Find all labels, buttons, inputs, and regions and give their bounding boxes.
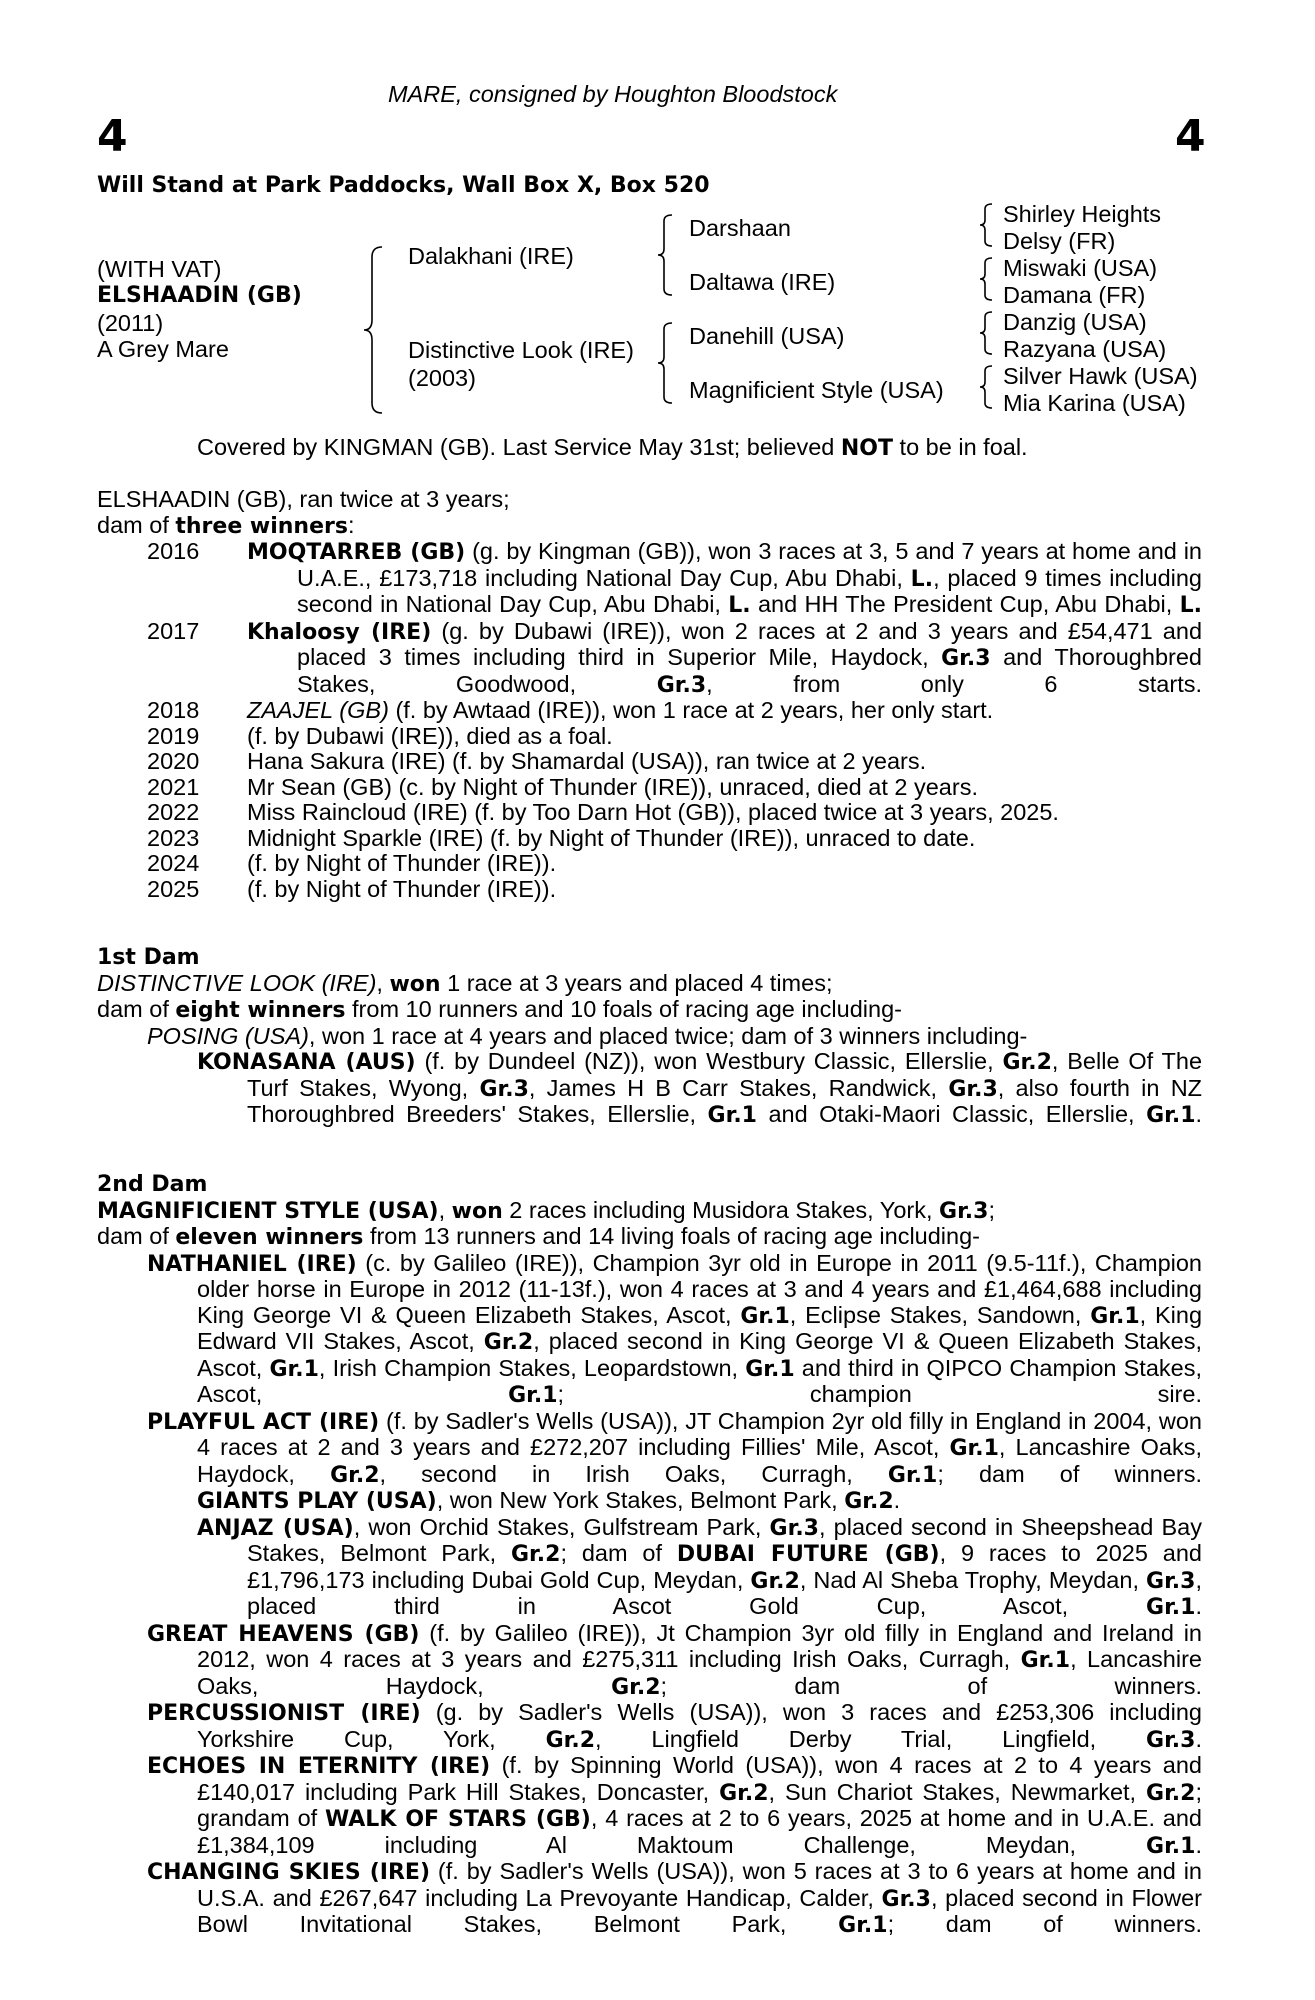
first-dam-winners: dam of eight winners from 10 runners and 10 foals of racing age including-	[97, 996, 902, 1023]
pedigree-dam-dam: Magnificient Style (USA)	[689, 377, 944, 403]
runner-playful-act: PLAYFUL ACT (IRE) (f. by Sadler's Wells (USA)), JT Champion 2yr old filly in England in 2004, won 4 races at 2 and 3 years and £272,207 including Fillies' Mile, Ascot, Gr.1, Lancashire Oaks, Haydock, Gr.2, second in Irish Oaks, Curragh, Gr.1; dam of winners.	[147, 1407, 1202, 1488]
progeny-row: 2016 MOQTARREB (GB) (g. by Kingman (GB)), won 3 races at 3, 5 and 7 years at home and in U.A.E., £173,718 including National Day Cup, Abu Dhabi, L., placed 9 times including second in National Day Cup, Abu Dhabi, L. and HH The President Cup, Abu Dhabi, L.	[147, 538, 1202, 618]
pedigree-brace-sire	[656, 213, 678, 297]
progeny-row: 2025 (f. by Night of Thunder (IRE)).	[147, 875, 557, 902]
progeny-row: 2018 ZAAJEL (GB) (f. by Awtaad (IRE)), won 1 race at 2 years, her only start.	[147, 697, 994, 723]
vat-label: (WITH VAT)	[97, 256, 222, 282]
progeny-row: 2019 (f. by Dubawi (IRE)), died as a foal.	[147, 722, 613, 749]
pedigree-ggen-4: Damana (FR)	[1003, 282, 1146, 308]
pedigree-dam-sire: Danehill (USA)	[689, 323, 845, 349]
pedigree-brace-g4	[978, 364, 998, 410]
pedigree-sire: Dalakhani (IRE)	[408, 243, 574, 269]
pedigree-sire-sire: Darshaan	[689, 215, 791, 241]
horse-description: A Grey Mare	[97, 336, 229, 362]
lot-number-right: 4	[1175, 111, 1206, 162]
runner-echoes-in-eternity: ECHOES IN ETERNITY (IRE) (f. by Spinning World (USA)), won 4 races at 2 to 4 years and £140,017 including Park Hill Stakes, Doncaster, Gr.2, Sun Chariot Stakes, Newmarket, Gr.2; grandam of WALK OF STARS (GB), 4 races at 2 to 6 years, 2025 at home and in U.A.E. and £1,384,109 including Al Maktoum Challenge, Meydan, Gr.1.	[147, 1752, 1202, 1859]
intro-line-1: ELSHAADIN (GB), ran twice at 3 years;	[97, 486, 510, 512]
pedigree-ggen-5: Danzig (USA)	[1003, 309, 1147, 335]
pedigree-ggen-3: Miswaki (USA)	[1003, 255, 1158, 281]
runner-giants-play: GIANTS PLAY (USA), won New York Stakes, Belmont Park, Gr.2.	[197, 1487, 901, 1514]
first-dam-section	[97, 944, 1202, 1129]
pedigree-ggen-2: Delsy (FR)	[1003, 228, 1116, 254]
pedigree-brace-main	[362, 245, 392, 415]
first-dam-konasana: KONASANA (AUS) (f. by Dundeel (NZ)), won Westbury Classic, Ellerslie, Gr.2, Belle Of The Turf Stakes, Wyong, Gr.3, James H B Carr Stakes, Randwick, Gr.3, also fourth in NZ Thoroughbred Breeders' Stakes, Ellerslie, Gr.1 and Otaki-Maori Classic, Ellerslie, Gr.1.	[197, 1048, 1203, 1128]
pedigree-sire-dam: Daltawa (IRE)	[689, 269, 836, 295]
pedigree-ggen-7: Silver Hawk (USA)	[1003, 363, 1198, 389]
pedigree-ggen-8: Mia Karina (USA)	[1003, 390, 1186, 416]
pedigree-brace-g3	[978, 310, 998, 356]
horse-year: (2011)	[97, 310, 164, 336]
pedigree-dam-year: (2003)	[408, 365, 476, 391]
location-line: Will Stand at Park Paddocks, Wall Box X, Box 520	[97, 173, 710, 198]
pedigree-dam: Distinctive Look (IRE)	[408, 337, 634, 363]
intro-line-2: dam of three winners:	[97, 511, 355, 539]
runner-percussionist: PERCUSSIONIST (IRE) (g. by Sadler's Wells (USA)), won 3 races and £253,306 including Yorkshire Cup, York, Gr.2, Lingfield Derby Trial, Lingfield, Gr.3.	[147, 1699, 1202, 1753]
produce-record	[97, 487, 1202, 902]
covered-line: Covered by KINGMAN (GB). Last Service May 31st; believed NOT to be in foal.	[197, 434, 1028, 461]
runner-anjaz: ANJAZ (USA), won Orchid Stakes, Gulfstream Park, Gr.3, placed second in Sheepshead Bay Stakes, Belmont Park, Gr.2; dam of DUBAI FUTURE (GB), 9 races to 2025 and £1,796,173 including Dubai Gold Cup, Meydan, Gr.2, Nad Al Sheba Trophy, Meydan, Gr.3, placed third in Ascot Gold Cup, Ascot, Gr.1.	[197, 1513, 1203, 1620]
runner-great-heavens: GREAT HEAVENS (GB) (f. by Galileo (IRE)), Jt Champion 3yr old filly in England and Ireland in 2012, won 4 races at 3 years and £275,311 including Irish Oaks, Curragh, Gr.1, Lancashire Oaks, Haydock, Gr.2; dam of winners.	[147, 1619, 1203, 1700]
first-dam-posing: POSING (USA), won 1 race at 4 years and placed twice; dam of 3 winners including-	[147, 1022, 1028, 1049]
pedigree-brace-g2	[978, 256, 998, 302]
pedigree-ggen-1: Shirley Heights	[1003, 201, 1162, 227]
second-dam-winners: dam of eleven winners from 13 runners and 14 living foals of racing age including-	[97, 1223, 980, 1250]
runner-changing-skies: CHANGING SKIES (IRE) (f. by Sadler's Wells (USA)), won 5 races at 3 to 6 years at home and in U.S.A. and £267,647 including La Prevoyante Handicap, Calder, Gr.3, placed second in Flower Bowl Invitational Stakes, Belmont Park, Gr.1; dam of winners.	[147, 1858, 1203, 1938]
second-dam-line: MAGNIFICIENT STYLE (USA), won 2 races including Musidora Stakes, York, Gr.3;	[97, 1196, 995, 1224]
pedigree-ggen-6: Razyana (USA)	[1003, 336, 1167, 362]
lot-number-left: 4	[97, 111, 128, 162]
progeny-row: 2024 (f. by Night of Thunder (IRE)).	[147, 850, 557, 876]
consignor-line: MARE, consigned by Houghton Bloodstock	[388, 81, 838, 107]
second-dam-section	[97, 1171, 1202, 1939]
runner-nathaniel: NATHANIEL (IRE) (c. by Galileo (IRE)), Champion 3yr old in Europe in 2011 (9.5-11f.), Champion older horse in Europe in 2012 (11-13f.), won 4 races at 3 and 4 years and £1,464,688 including King George VI & Queen Elizabeth Stakes, Ascot, Gr.1, Eclipse Stakes, Sandown, Gr.1, King Edward VII Stakes, Ascot, Gr.2, placed second in King George VI & Queen Elizabeth Stakes, Ascot, Gr.1, Irish Champion Stakes, Leopardstown, Gr.1 and third in QIPCO Champion Stakes, Ascot, Gr.1; champion sire.	[147, 1249, 1203, 1408]
first-dam-heading: 1st Dam	[97, 945, 200, 970]
progeny-row: 2022 Miss Raincloud (IRE) (f. by Too Darn Hot (GB)), placed twice at 3 years, 2025.	[147, 799, 1059, 825]
progeny-row: 2023 Midnight Sparkle (IRE) (f. by Night of Thunder (IRE)), unraced to date.	[147, 824, 976, 851]
horse-name: ELSHAADIN (GB)	[97, 283, 302, 308]
second-dam-heading: 2nd Dam	[97, 1172, 208, 1197]
pedigree-brace-dam	[656, 321, 678, 405]
progeny-row: 2021 Mr Sean (GB) (c. by Night of Thunder (IRE)), unraced, died at 2 years.	[147, 773, 978, 800]
pedigree-brace-g1	[978, 202, 998, 248]
progeny-row: 2020 Hana Sakura (IRE) (f. by Shamardal (USA)), ran twice at 2 years.	[147, 748, 927, 774]
progeny-row: 2017 Khaloosy (IRE) (g. by Dubawi (IRE)), won 2 races at 2 and 3 years and £54,471 and placed 3 times including third in Superior Mile, Haydock, Gr.3 and Thoroughbred Stakes, Goodwood, Gr.3, from only 6 starts.	[147, 617, 1203, 698]
first-dam-line: DISTINCTIVE LOOK (IRE), won 1 race at 3 years and placed 4 times;	[97, 969, 833, 997]
